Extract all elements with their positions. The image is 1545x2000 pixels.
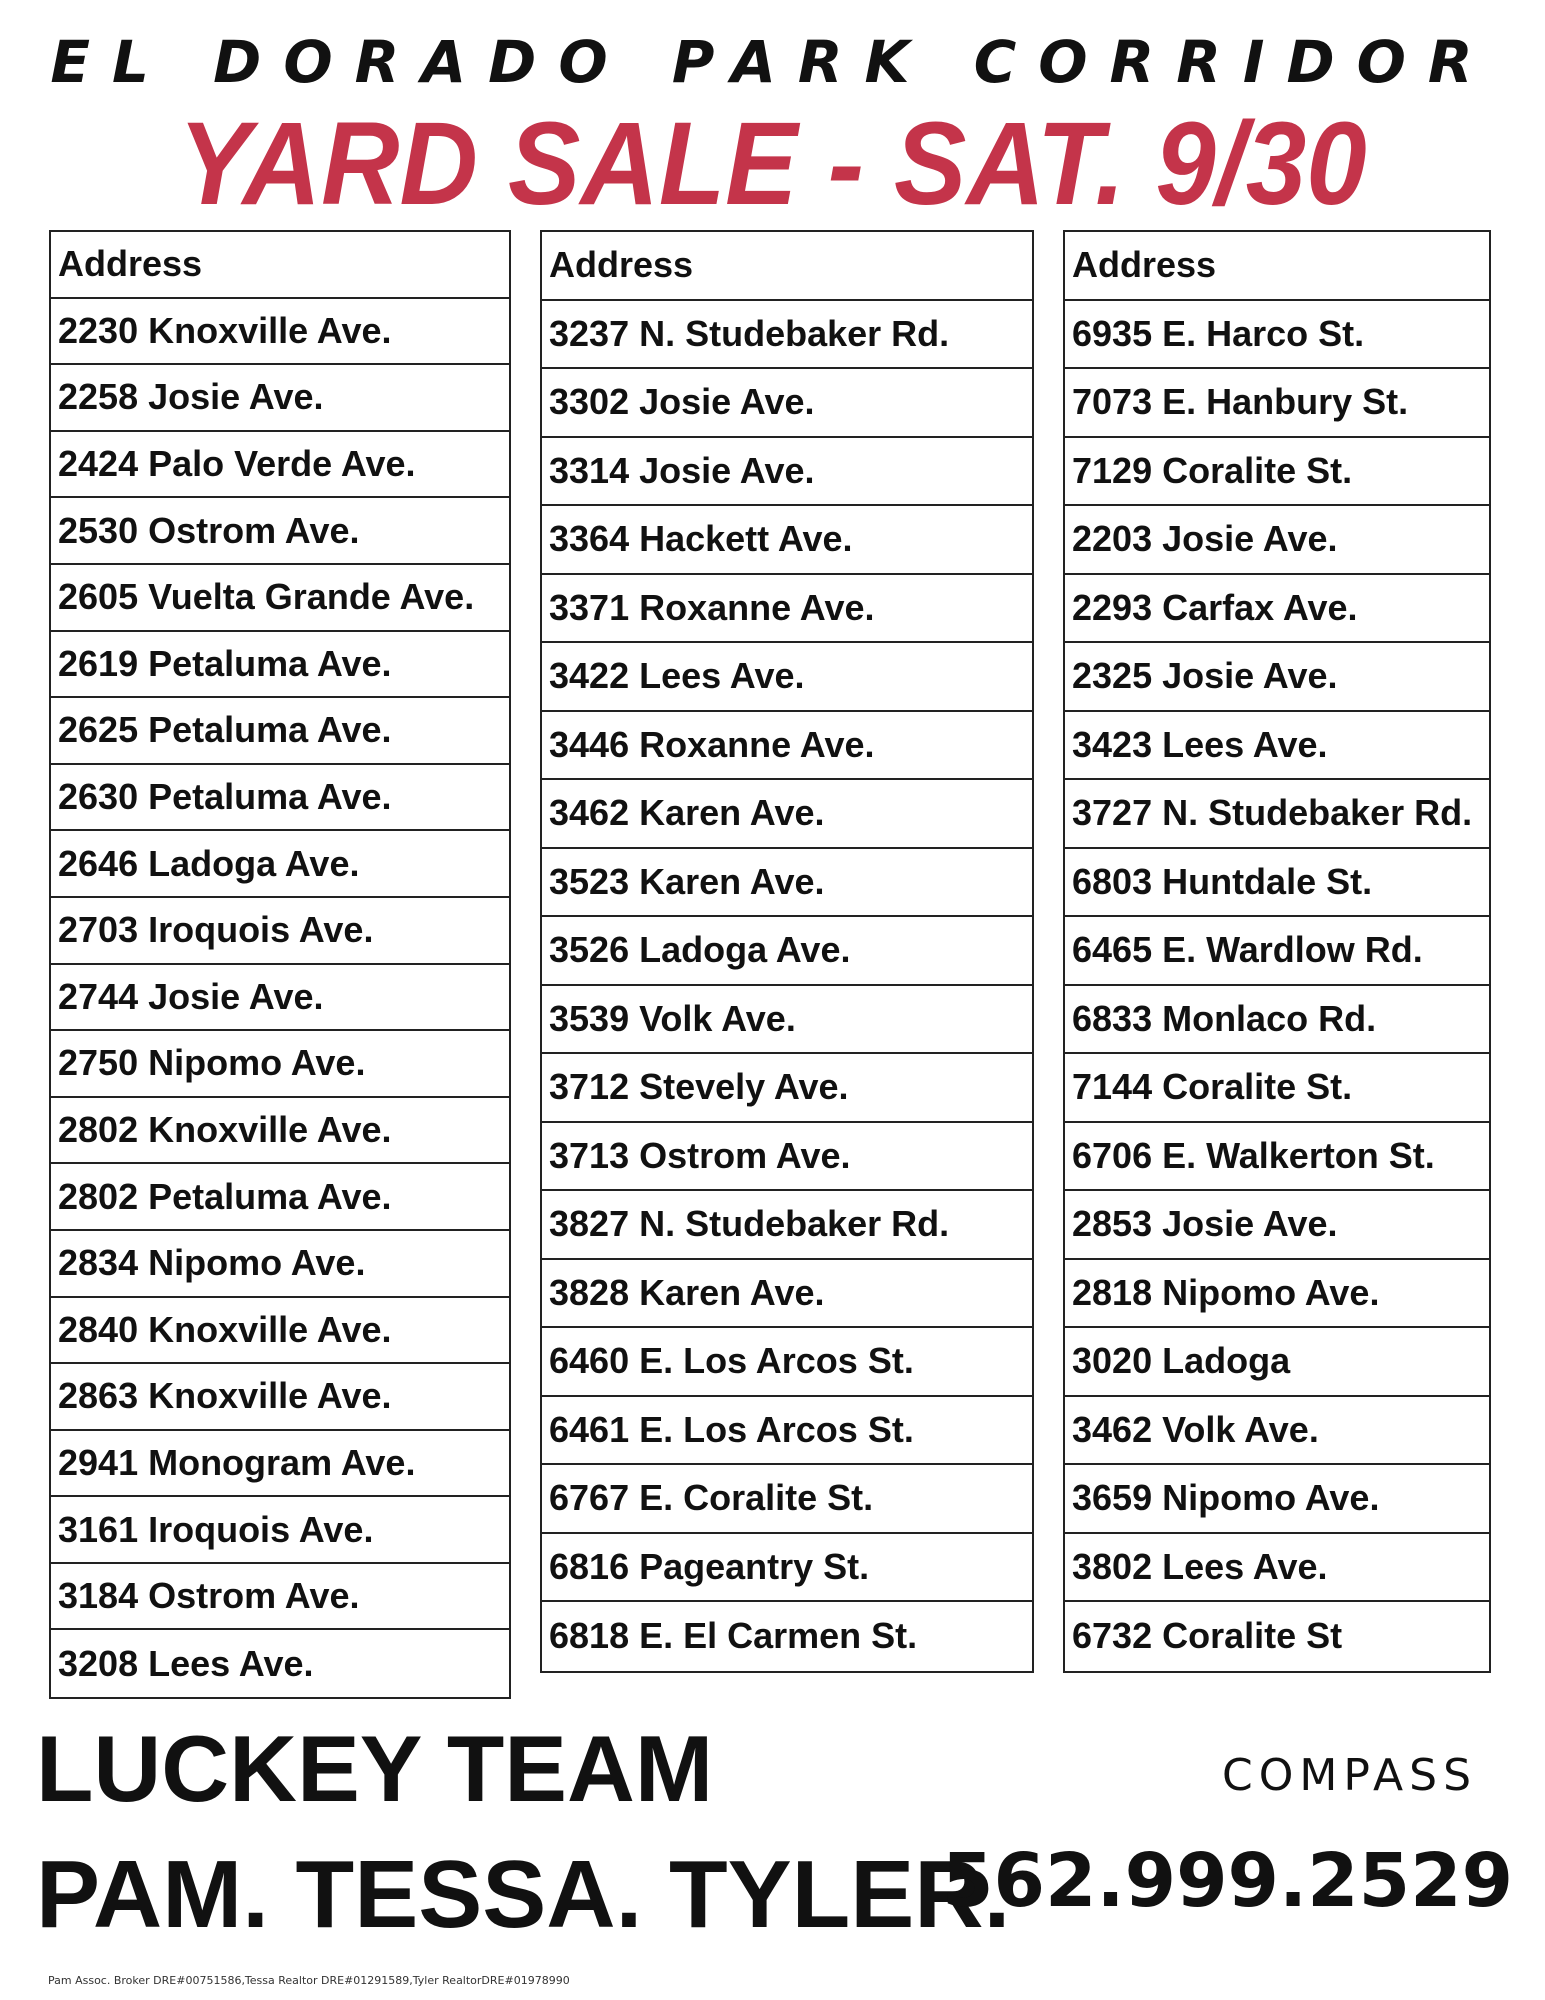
address-row: 2530 Ostrom Ave. xyxy=(51,498,509,565)
address-row: 3020 Ladoga xyxy=(1065,1328,1489,1397)
address-row: 7129 Coralite St. xyxy=(1065,438,1489,507)
address-row: 3802 Lees Ave. xyxy=(1065,1534,1489,1603)
address-table-1 xyxy=(49,230,511,1699)
event-title: EL DORADO PARK CORRIDOR xyxy=(50,28,1495,96)
phone-number: 562.999.2529 xyxy=(942,1838,1514,1924)
address-row: 2293 Carfax Ave. xyxy=(1065,575,1489,644)
address-row: 3539 Volk Ave. xyxy=(542,986,1032,1055)
address-row: 2941 Monogram Ave. xyxy=(51,1431,509,1498)
address-row: 3371 Roxanne Ave. xyxy=(542,575,1032,644)
address-row: 2802 Knoxville Ave. xyxy=(51,1098,509,1165)
event-subtitle: YARD SALE - SAT. 9/30 xyxy=(178,98,1367,230)
address-row: 6935 E. Harco St. xyxy=(1065,301,1489,370)
address-table-2 xyxy=(540,230,1034,1673)
address-row: 3523 Karen Ave. xyxy=(542,849,1032,918)
address-row: 3423 Lees Ave. xyxy=(1065,712,1489,781)
address-row: 2230 Knoxville Ave. xyxy=(51,299,509,366)
address-row: 3446 Roxanne Ave. xyxy=(542,712,1032,781)
address-row: 2750 Nipomo Ave. xyxy=(51,1031,509,1098)
address-row: 6706 E. Walkerton St. xyxy=(1065,1123,1489,1192)
address-row: 3208 Lees Ave. xyxy=(58,1642,314,1684)
address-row: 3161 Iroquois Ave. xyxy=(51,1497,509,1564)
address-row: 6461 E. Los Arcos St. xyxy=(542,1397,1032,1466)
address-row: 6460 E. Los Arcos St. xyxy=(542,1328,1032,1397)
address-row: 3828 Karen Ave. xyxy=(542,1260,1032,1329)
address-row: 6818 E. El Carmen St. xyxy=(549,1615,918,1657)
address-row: 3422 Lees Ave. xyxy=(542,643,1032,712)
address-row: 3659 Nipomo Ave. xyxy=(1065,1465,1489,1534)
address-row: 2630 Petaluma Ave. xyxy=(51,765,509,832)
address-row: 2744 Josie Ave. xyxy=(51,965,509,1032)
address-row: 2605 Vuelta Grande Ave. xyxy=(51,565,509,632)
address-row: 2863 Knoxville Ave. xyxy=(51,1364,509,1431)
address-row: 6816 Pageantry St. xyxy=(542,1534,1032,1603)
address-row: 3302 Josie Ave. xyxy=(542,369,1032,438)
address-row: 2853 Josie Ave. xyxy=(1065,1191,1489,1260)
table-header: Address xyxy=(1065,232,1489,301)
address-row: 3237 N. Studebaker Rd. xyxy=(542,301,1032,370)
address-row: 3314 Josie Ave. xyxy=(542,438,1032,507)
address-row: 2258 Josie Ave. xyxy=(51,365,509,432)
address-row: 2703 Iroquois Ave. xyxy=(51,898,509,965)
compass-logo: COMPASS xyxy=(1222,1750,1477,1801)
license-fine-print: Pam Assoc. Broker DRE#00751586,Tessa Realtor DRE#01291589,Tyler RealtorDRE#01978990 xyxy=(48,1974,570,1987)
address-row: 3712 Stevely Ave. xyxy=(542,1054,1032,1123)
address-row: 2625 Petaluma Ave. xyxy=(51,698,509,765)
address-row: 2834 Nipomo Ave. xyxy=(51,1231,509,1298)
address-row: 6465 E. Wardlow Rd. xyxy=(1065,917,1489,986)
address-row: 2203 Josie Ave. xyxy=(1065,506,1489,575)
address-row: 2818 Nipomo Ave. xyxy=(1065,1260,1489,1329)
address-row: 6732 Coralite St xyxy=(1072,1615,1343,1657)
address-row: 3462 Volk Ave. xyxy=(1065,1397,1489,1466)
address-row: 2424 Palo Verde Ave. xyxy=(51,432,509,499)
address-row: 3462 Karen Ave. xyxy=(542,780,1032,849)
address-row: 6803 Huntdale St. xyxy=(1065,849,1489,918)
address-row: 3713 Ostrom Ave. xyxy=(542,1123,1032,1192)
address-row: 3827 N. Studebaker Rd. xyxy=(542,1191,1032,1260)
agent-names: PAM. TESSA. TYLER. xyxy=(36,1841,1011,1948)
table-header: Address xyxy=(51,232,509,299)
address-row: 3184 Ostrom Ave. xyxy=(51,1564,509,1631)
address-row: 2619 Petaluma Ave. xyxy=(51,632,509,699)
address-row: 2802 Petaluma Ave. xyxy=(51,1164,509,1231)
address-row: 2325 Josie Ave. xyxy=(1065,643,1489,712)
address-row: 6767 E. Coralite St. xyxy=(542,1465,1032,1534)
table-header: Address xyxy=(542,232,1032,301)
address-row: 2840 Knoxville Ave. xyxy=(51,1298,509,1365)
address-row: 3364 Hackett Ave. xyxy=(542,506,1032,575)
address-table-3 xyxy=(1063,230,1491,1673)
team-name: LUCKEY TEAM xyxy=(36,1716,714,1821)
address-row: 7144 Coralite St. xyxy=(1065,1054,1489,1123)
address-row: 3727 N. Studebaker Rd. xyxy=(1065,780,1489,849)
address-row: 7073 E. Hanbury St. xyxy=(1065,369,1489,438)
address-row: 3526 Ladoga Ave. xyxy=(542,917,1032,986)
address-row: 2646 Ladoga Ave. xyxy=(51,831,509,898)
address-row: 6833 Monlaco Rd. xyxy=(1065,986,1489,1055)
